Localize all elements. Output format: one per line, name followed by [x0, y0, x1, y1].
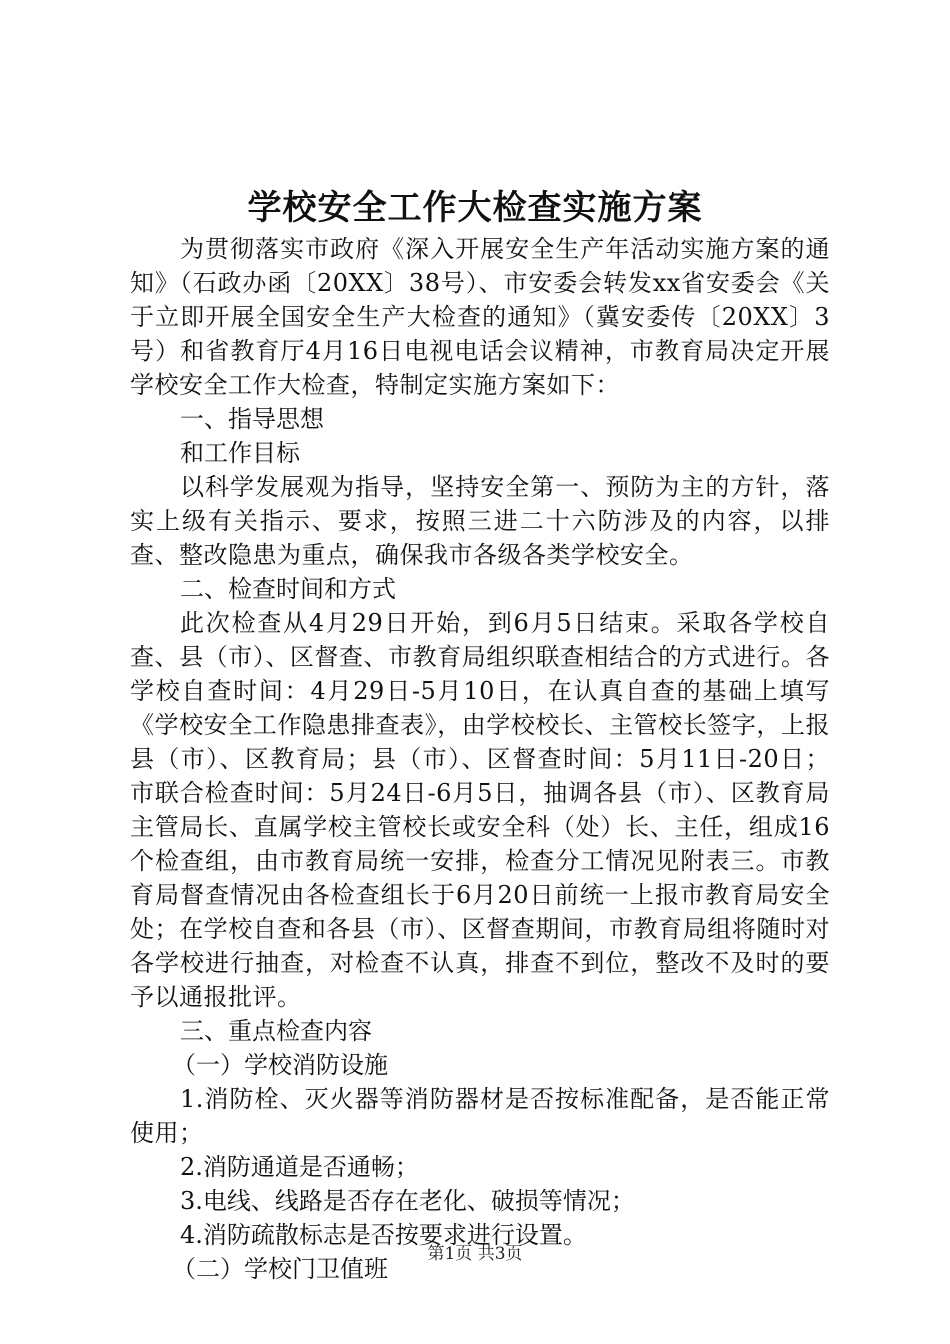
paragraph-guidance: 以科学发展观为指导，坚持安全第一、预防为主的方针，落实上级有关指示、要求，按照三进二十六防涉及的内容，以排查、整改隐患为重点，确保我市各级各类学校安全。	[130, 473, 830, 569]
section-heading-2: 二、检查时间和方式	[180, 575, 396, 603]
document-title: 学校安全工作大检查实施方案	[247, 188, 703, 228]
list-item-2: 2.消防通道是否通畅；	[180, 1153, 419, 1181]
list-item-1: 1.消防栓、灭火器等消防器材是否按标准配备，是否能正常使用；	[130, 1085, 830, 1147]
paragraph-intro: 为贯彻落实市政府《深入开展安全生产年活动实施方案的通知》（石政办函〔20XX〕38号）、市安委会转发xx省安委会《关于立即开展全国安全生产大检查的通知》（冀安委传〔20XX〕3号）和省教育厅4月16日电视电话会议精神，市教育局决定开展学校安全工作大检查，特制定实施方案如下：	[130, 235, 830, 399]
subsection-heading-1: （一）学校消防设施	[172, 1051, 388, 1079]
list-item-4: 4.消防疏散标志是否按要求进行设置。	[180, 1221, 587, 1249]
section-heading-1: 一、指导思想	[180, 405, 324, 433]
section-heading-1-cont: 和工作目标	[180, 439, 300, 467]
list-item-3: 3.电线、线路是否存在老化、破损等情况；	[180, 1187, 635, 1215]
paragraph-schedule: 此次检查从4月29日开始，到6月5日结束。采取各学校自查、县（市）、区督查、市教育局组织联查相结合的方式进行。各学校自查时间：4月29日-5月10日，在认真自查的基础上填写《学校安全工作隐患排查表》，由学校校长、主管校长签字，上报县（市）、区教育局；县（市）、区督查时间：5月11日-20日；市联合检查时间：5月24日-6月5日，抽调各县（市）、区教育局主管局长、直属学校主管校长或安全科（处）长、主任，组成16个检查组，由市教育局统一安排，检查分工情况见附表三。市教育局督查情况由各检查组长于6月20日前统一上报市教育局安全处；在学校自查和各县（市）、区督查期间，市教育局组将随时对各学校进行抽查，对检查不认真，排查不到位，整改不及时的要予以通报批评。	[130, 609, 830, 1011]
subsection-heading-2: （二）学校门卫值班	[172, 1255, 388, 1283]
document-body	[130, 232, 830, 1286]
section-heading-3: 三、重点检查内容	[180, 1017, 372, 1045]
page-footer: 第1页 共3页	[427, 1244, 523, 1264]
